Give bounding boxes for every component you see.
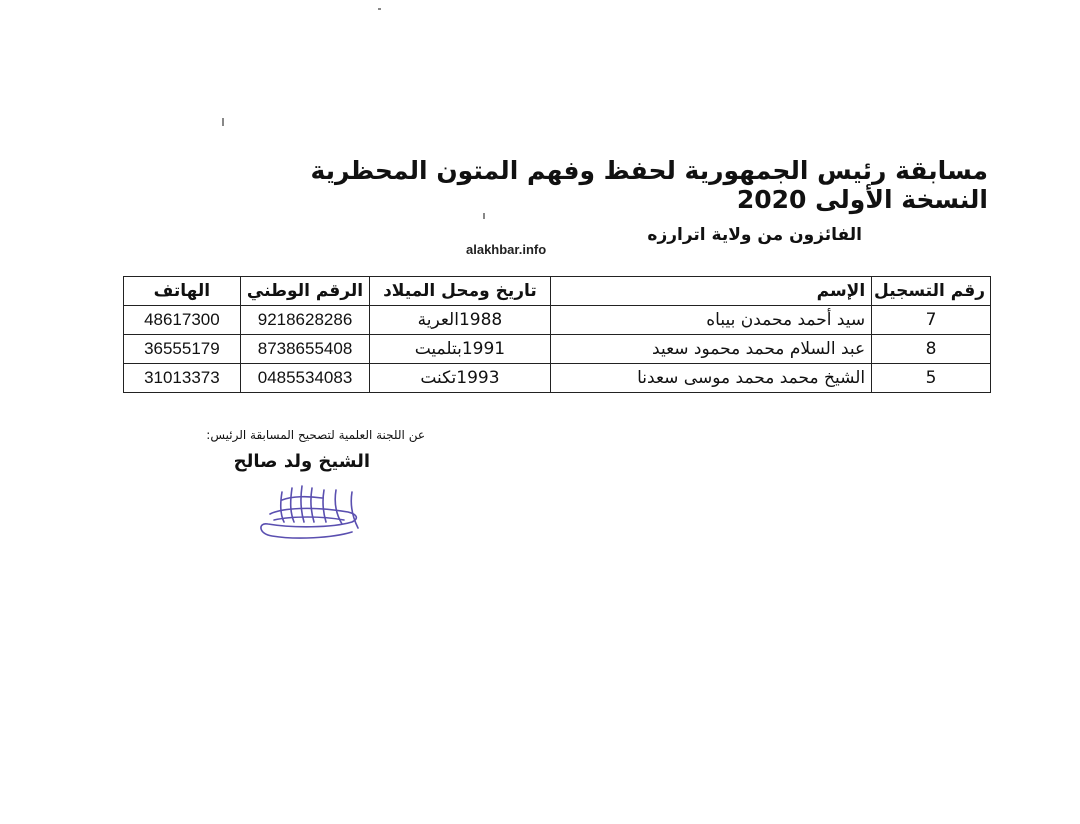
header-birth: تاريخ ومحل الميلاد	[370, 277, 550, 306]
cell-phone: 48617300	[124, 306, 241, 335]
scan-speck	[222, 118, 224, 126]
table-row	[124, 335, 991, 364]
winners-table	[123, 276, 991, 393]
cell-national-id: 8738655408	[240, 335, 369, 364]
cell-national-id: 0485534083	[240, 364, 369, 393]
header-phone: الهاتف	[124, 277, 241, 306]
cell-registration: 5	[872, 364, 991, 393]
table-row	[124, 306, 991, 335]
signature-strokes	[261, 486, 358, 538]
header-national-id: الرقم الوطني	[240, 277, 369, 306]
cell-phone: 31013373	[124, 364, 241, 393]
cell-national-id: 9218628286	[240, 306, 369, 335]
cell-name: عبد السلام محمد محمود سعيد	[550, 335, 872, 364]
cell-birth: 1993تكنت	[370, 364, 550, 393]
committee-caption: عن اللجنة العلمية لتصحيح المسابقة الرئيس:	[206, 428, 425, 442]
cell-name: الشيخ محمد محمد موسى سعدنا	[550, 364, 872, 393]
document-subtitle: الفائزون من ولاية اترارزه	[647, 225, 862, 245]
document-title: مسابقة رئيس الجمهورية لحفظ وفهم المتون المحظرية النسخة الأولى 2020	[310, 156, 988, 214]
table-header-row	[124, 277, 991, 306]
header-name: الإسم	[550, 277, 872, 306]
watermark: alakhbar.info	[466, 242, 547, 257]
cell-birth: 1988العرية	[370, 306, 550, 335]
cell-phone: 36555179	[124, 335, 241, 364]
cell-registration: 8	[872, 335, 991, 364]
cell-registration: 7	[872, 306, 991, 335]
header-registration: رقم التسجيل	[872, 277, 991, 306]
cell-birth: 1991بتلميت	[370, 335, 550, 364]
chief-name: الشيخ ولد صالح	[233, 451, 370, 472]
cell-name: سيد أحمد محمدن بيباه	[550, 306, 872, 335]
scan-speck	[378, 8, 381, 10]
signature	[252, 478, 372, 542]
table-row	[124, 364, 991, 393]
scan-speck	[483, 213, 485, 219]
